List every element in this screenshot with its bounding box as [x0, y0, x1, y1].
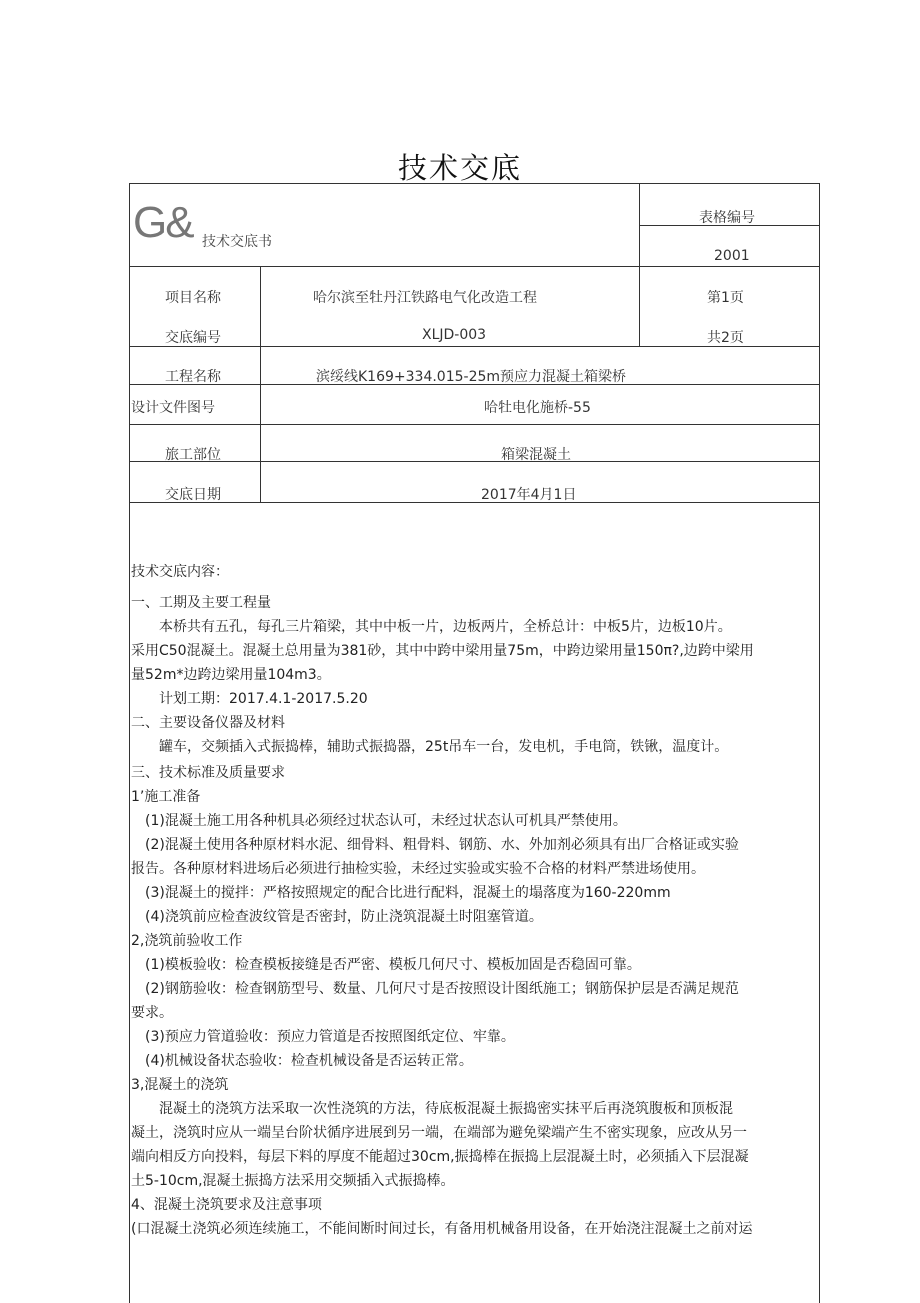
row-divider	[130, 424, 819, 425]
content-line: (2)钢筋验收：检查钢筋型号、数量、几何尺寸是否按照设计图纸施工；钢筋保护层是否满足规范	[131, 981, 739, 997]
work-name-label: 工程名称	[165, 369, 221, 385]
work-name-value: 滨绥线K169+334.015-25m预应力混凝土箱梁桥	[316, 369, 627, 385]
content-line: (1)混凝土施工用各种机具必须经过状态认可，未经过状态认可机具严禁使用。	[131, 813, 627, 829]
content-line: 计划工期：2017.4.1-2017.5.20	[131, 691, 368, 707]
content-line: 2,浇筑前验收工作	[131, 933, 243, 949]
row-divider	[130, 266, 819, 267]
content-line: (3)预应力管道验收：预应力管道是否按照图纸定位、牢靠。	[131, 1029, 515, 1045]
content-line: 二、主要设备仪器及材料	[131, 715, 285, 731]
document-title: 技术交底	[397, 151, 522, 185]
content-line: (2)混凝土使用各种原材料水泥、细骨料、粗骨料、钢筋、水、外加剂必须具有出厂合格证或实验	[131, 837, 739, 853]
content-line: 混凝土的浇筑方法采取一次性浇筑的方法，待底板混凝土振捣密实抹平后再浇筑腹板和顶板混	[131, 1101, 733, 1117]
content-line: (口混凝土浇筑必须连续施工，不能间断时间过长，有备用机械备用设备，在开始浇注混凝土之前对运	[131, 1221, 753, 1237]
content-line: 采用C50混凝土。混凝土总用量为381砂，其中中跨中梁用量75m，中跨边梁用量150π?,边跨中梁用	[131, 643, 754, 659]
page-total: 共2页	[707, 330, 744, 346]
row-divider	[130, 461, 819, 462]
column-divider	[260, 266, 261, 502]
content-line: 土5-10cm,混凝土振捣方法采用交频插入式振捣棒。	[131, 1173, 455, 1189]
content-line: 端向相反方向投料，每层下料的厚度不能超过30cm,振捣棒在振捣上层混凝土时，必须插入下层混凝	[131, 1149, 749, 1165]
disclosure-number-label: 交底编号	[165, 330, 221, 346]
design-doc-value: 哈牡电化施桥-55	[484, 400, 591, 416]
content-line: 1’施工准备	[131, 789, 201, 805]
form-number-label: 表格编号	[699, 210, 755, 226]
page-current: 第1页	[707, 290, 744, 306]
content-line: 三、技术标准及质量要求	[131, 765, 285, 781]
disclosure-form	[129, 183, 820, 1303]
content-line: 罐车，交频插入式振捣棒，辅助式振捣器，25t吊车一台，发电机，手电筒，铁锹，温度计。	[131, 739, 729, 755]
project-name-value: 哈尔滨至牡丹江铁路电气化改造工程	[313, 290, 537, 306]
logo-caption: 技术交底书	[202, 234, 272, 250]
content-heading: 技术交底内容：	[131, 564, 229, 580]
company-logo: G&	[133, 198, 193, 247]
disclosure-number-value: XLJD-003	[422, 327, 487, 343]
project-name-label: 项目名称	[165, 290, 221, 306]
disclosure-date-value: 2017年4月1日	[481, 487, 577, 503]
content-line: 4、混凝土浇筑要求及注意事项	[131, 1197, 322, 1213]
content-line: 本桥共有五孔，每孔三片箱梁，其中中板一片，边板两片，全桥总计：中板5片，边板10片。	[131, 619, 732, 635]
construction-part-label: 旅工部位	[165, 447, 221, 463]
content-line: (4)机械设备状态验收：检查机械设备是否运转正常。	[131, 1053, 473, 1069]
construction-part-value: 箱梁混凝土	[501, 447, 571, 463]
content-line: (1)模板验收：检查模板接缝是否严密、模板几何尺寸、模板加固是否稳固可靠。	[131, 957, 641, 973]
disclosure-date-label: 交底日期	[165, 487, 221, 503]
row-divider	[130, 502, 819, 503]
content-line: 量52m*边跨边梁用量104m3。	[131, 667, 331, 683]
content-line: 凝土，浇筑时应从一端呈台阶状循序进展到另一端，在端部为避免梁端产生不密实现象，应改从另一	[131, 1125, 747, 1141]
column-divider	[639, 184, 640, 346]
form-number-value: 2001	[714, 248, 750, 264]
content-line: 3,混凝土的浇筑	[131, 1077, 229, 1093]
content-line: (4)浇筑前应检查波纹管是否密封，防止浇筑混凝土时阻塞管道。	[131, 909, 543, 925]
content-line: 要求。	[131, 1005, 173, 1021]
content-line: 一、工期及主要工程量	[131, 595, 271, 611]
content-line: (3)混凝土的搅拌：严格按照规定的配合比进行配料，混凝土的塌落度为160-220mm	[131, 885, 671, 901]
design-doc-label: 设计文件图号	[131, 400, 215, 416]
content-line: 报告。各种原材料进场后必须进行抽检实验，未经过实验或实验不合格的材料严禁进场使用。	[131, 861, 705, 877]
